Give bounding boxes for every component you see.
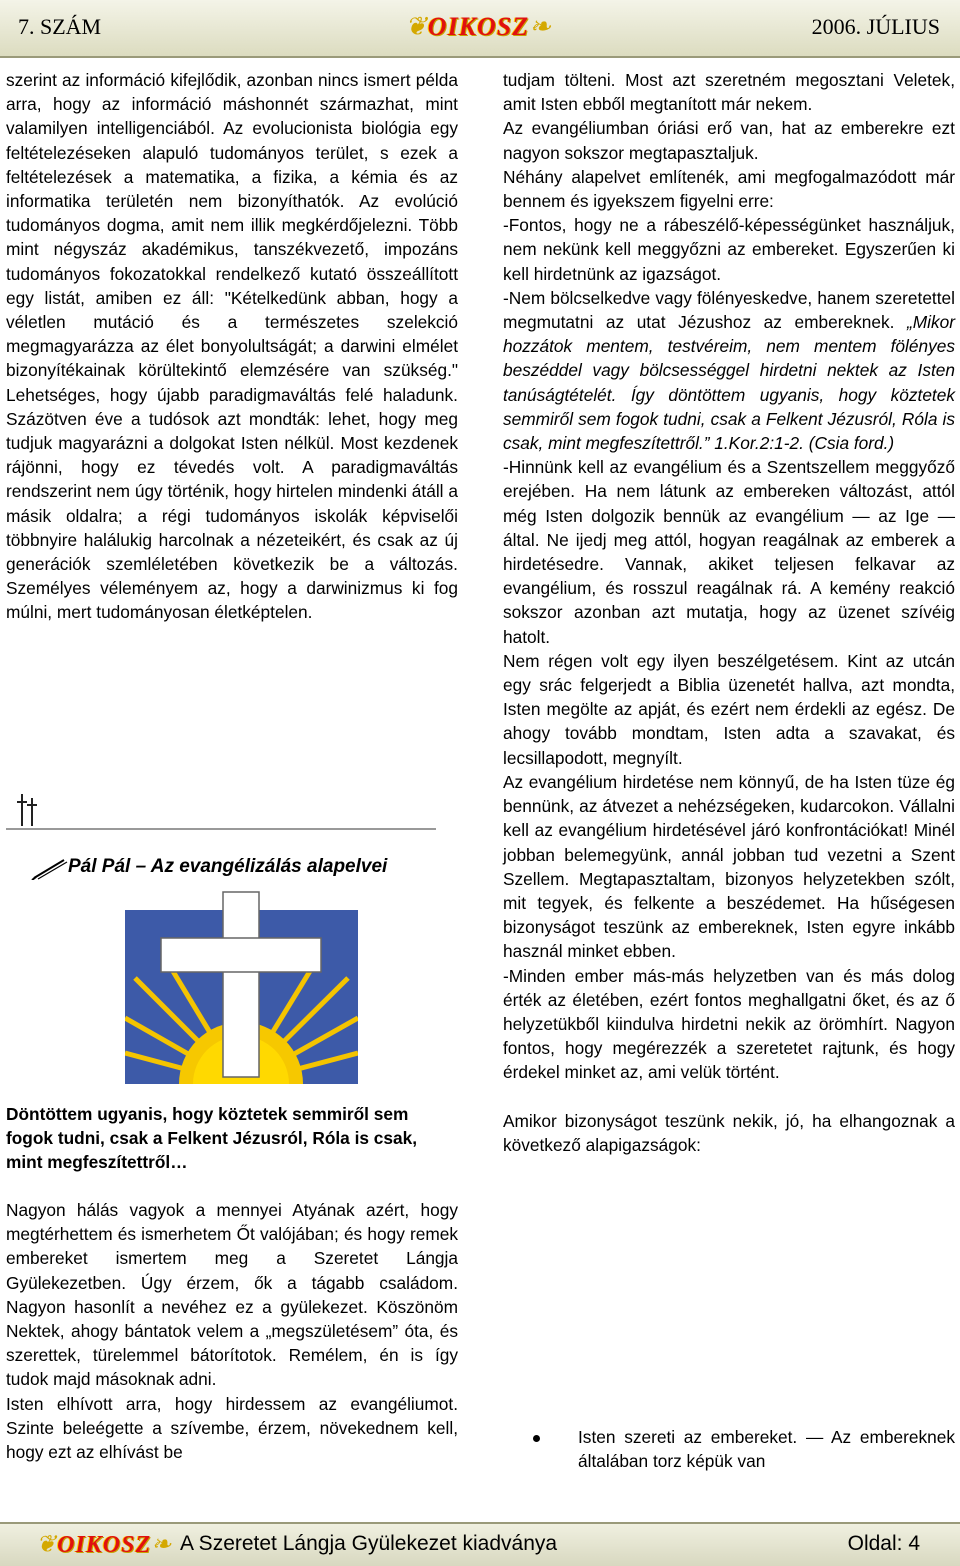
flourish-icon: ❦ xyxy=(405,12,428,41)
paragraph: tudjam tölteni. Most azt szeretném megosztani Veletek, amit Isten ebből megtanított már nekem. xyxy=(503,70,955,115)
page-number: Oldal: 4 xyxy=(847,1532,920,1555)
oikosz-logo: ❦OIKOSZ❧ xyxy=(405,12,552,41)
article-left-text xyxy=(6,1198,458,1464)
paragraph: Az evangéliumban óriási erő van, hat az emberekre ezt nagyon sokszor megtapasztaljuk. xyxy=(503,118,955,163)
paragraph-text: -Nem bölcselkedve vagy fölényeskedve, hanem szeretettel megmutatni az utat Jézushoz az embereknek. xyxy=(503,287,955,333)
paragraph: -Fontos, hogy ne a rábeszélő-képességünket használjuk, nem nekünk kell meggyőzni az embereket. Egyszerűen ki kell hirdetnünk az igazságot. xyxy=(503,215,955,284)
publisher-text: A Szeretet Lángja Gyülekezet kiadványa xyxy=(180,1532,558,1555)
pencil-icon xyxy=(30,858,70,880)
article-title: Pál Pál – Az evangélizálás alapelvei xyxy=(68,856,388,877)
list-item: Isten szereti az embereket. — Az embereknek általában torz képük van xyxy=(578,1427,955,1472)
right-column-text xyxy=(503,68,955,1157)
flourish-icon: ❦ xyxy=(36,1532,58,1558)
paragraph: Az evangélium hirdetése nem könnyű, de ha Isten tüze ég bennünk, az átvezet a nehézségeken, kudarcokon. Vállalni kell az evangélium hirdetésével járó konfrontációkat! Minél jobban belemegyünk, annál jobban tud vezetni a Szent Szellem. Megtapasztaltam, bizonyos helyzetekben szólt, mit tegyek, és felkente a beszédemet. Ha hűségesen bizonyságot teszünk az embereknek, Isten egyre inkább használ minket ebben. xyxy=(503,771,955,962)
article-quote: Döntöttem ugyanis, hogy köztetek semmiről sem fogok tudni, csak a Felkent Jézusról, Róla is csak, mint megfeszítettről… xyxy=(6,1104,418,1173)
left-column-text xyxy=(6,68,458,625)
paragraph: -Minden ember más-más helyzetben van és más dolog érték az életében, ezért fontos meghallgatni őket, és az ő helyzetükből kiindulva hirdetni nekik az örömhírt. Nagyon fontos, hogy megérezzék a szeretetet rajtunk, és hogy érdekel minket az, ami velük történt. xyxy=(503,965,955,1083)
page-header xyxy=(0,0,960,58)
crosses-icon xyxy=(14,790,44,830)
flourish-icon: ❧ xyxy=(529,12,552,41)
paragraph: szerint az információ kifejlődik, azonban nincs ismert példa arra, hogy az információ máshonnét származhat, mint valamilyen intelligenciából. Az evolucionista biológia egy feltételezéseken alapuló tudományos terület, s ezek a feltételezések a matematika, a fizika, a kémia és az informatika területén nem bizonyíthatók. Az evolúció tudományos dogma, amit nem illik megkérdőjelezni. Több mint négyszáz akadémikus, tanszékvezető, impozáns tudományos fokozatokkal rendelkező kutató összeállított egy listát, amiben ez áll: "Kételkedünk abban, hogy a véletlen mutáció és a természetes szelekció megmagyarázza az élet bonyolultságát; a darwini elmélet bizonyítékainak körültekintő elemzésére van szükség." Lehetséges, hogy újabb paradigmaváltás felé haladunk. Százötven éve a tudósok azt mondták: lehet, hogy meg tudjuk magyarázni a dolgokat Isten nélkül. Most kezdenek rájönni, hogy ez tévedés volt. A paradigmaváltás rendszerint nem úgy történik, hogy hirtelen mindenki átáll a másik oldalra; a régi tudományos iskolák képviselői többnyire halálukig harcolnak a nézeteikért, és csak az új generációk szemléletében következik be a változás. Személyes véleményem az, hogy a darwinizmus ki fog múlni, mert tudományosan életképtelen. xyxy=(6,70,458,623)
bullet-list xyxy=(503,1425,955,1473)
page-footer xyxy=(0,1522,960,1566)
issue-number: 7. SZÁM xyxy=(18,14,102,39)
oikosz-logo: ❦OIKOSZ❧ xyxy=(36,1532,173,1558)
paragraph: Néhány alapelvet említenék, ami megfogalmazódott már bennem és igyekszem figyelni erre: xyxy=(503,166,955,212)
cross-sunrise-image xyxy=(125,888,358,1084)
paragraph xyxy=(503,286,955,455)
section-divider xyxy=(6,828,436,830)
paragraph: Nagyon hálás vagyok a mennyei Atyának azért, hogy megtérhettem és ismerhetem Őt valójában; és hogy remek embereket ismertem meg a Szeretet Lángja Gyülekezetben. Úgy érzem, ők a tágabb családom. Nagyon hasonlít a nevéhez ez a gyülekezet. Köszönöm Nektek, ahogy bántatok velem a „megszületésem” óta, és szerettek, türelemmel bátorítotok. Remélem, én is így tudok majd másoknak adni. xyxy=(6,1200,458,1390)
paragraph: -Hinnünk kell az evangélium és a Szentszellem meggyőző erejében. Ha nem látunk az embereken változást, attól még Isten dolgozik bennük az evangélium — az Ige — által. Ne ijedj meg attól, hogyan reagálnak az emberek a hirdetésedre. Vannak, akiket teljesen felkavar az evangélium, és rosszul reagálnak rá. A kemény reakció sokszor azonban azt mutatja, hogy az üzenet szívéig hatolt. xyxy=(503,457,955,647)
issue-date: 2006. JÚLIUS xyxy=(811,14,940,39)
flourish-icon: ❧ xyxy=(151,1532,173,1558)
paragraph: Isten elhívott arra, hogy hirdessem az evangéliumot. Szinte beleégette a szívembe, érzem, növekednem kell, hogy ezt az elhívást be xyxy=(6,1393,458,1463)
bible-quote: „Mikor hozzátok mentem, testvéreim, nem mentem fölényes beszéddel vagy bölcsességgel hirdetni nektek az Isten tanúságtételét. Így döntöttem ugyanis, hogy köztetek semmiről sem fogok tudni, csak a Felkent Jézusról, Róla is csak, mint megfeszítettről.” 1.Kor.2:1-2. (Csia ford.) xyxy=(503,312,955,454)
bullet-icon xyxy=(533,1435,540,1442)
paragraph: Amikor bizonyságot teszünk nekik, jó, ha elhangoznak a következő alapigazságok: xyxy=(503,1110,955,1155)
paragraph: Nem régen volt egy ilyen beszélgetésem. Kint az utcán egy srác felgerjedt a Biblia üzenetét hallva, azt mondta, Isten megölte az apját, és ezért nem érdekli az egész. De ahogy tovább mondtam, Isten adta a szavakat, és lecsillapodott, megnyílt. xyxy=(503,650,955,768)
